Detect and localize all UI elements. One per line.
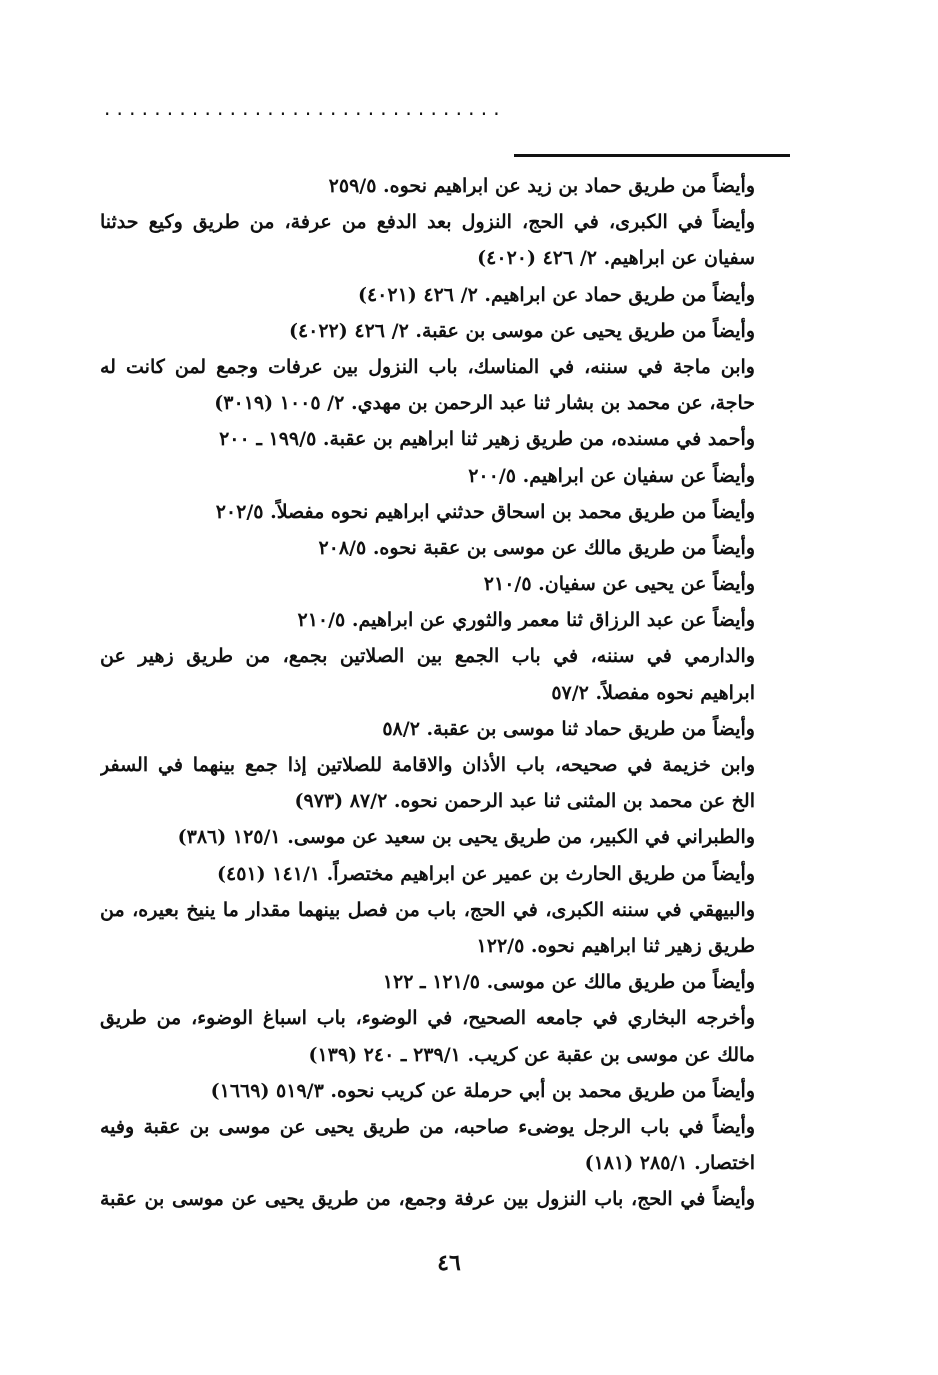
- text-line: وأيضاً عن عبد الرزاق ثنا معمر والثوري عن ابراهيم. ٢١٠/٥: [297, 609, 755, 632]
- text-line: ابراهيم نحوه مفصلاً. ٥٧/٢: [551, 681, 755, 704]
- text-line: حاجة، عن محمد بن بشار ثنا عبد الرحمن بن مهدي. ٢/ ١٠٠٥ (٣٠١٩): [214, 392, 755, 415]
- text-line: وأيضاً عن سفيان عن ابراهيم. ٢٠٠/٥: [468, 464, 755, 487]
- text-line: والبيهقي في سننه الكبرى، في الحج، باب من فصل بينهما مقدار ما ينيخ بعيره، من: [100, 898, 755, 921]
- text-line: وأيضاً من طريق محمد بن أبي حرملة عن كريب نحوه. ٥١٩/٣ (١٦٦٩): [210, 1079, 755, 1102]
- text-line: وأيضاً من طريق الحارث بن عمير عن ابراهيم مختصراً. ١٤١/١ (٤٥١): [217, 862, 755, 885]
- text-line: الخ عن محمد بن المثنى ثنا عبد الرحمن نحوه. ٨٧/٢ (٩٧٣): [294, 790, 755, 813]
- text-line: والدارمي في سننه، في باب الجمع بين الصلاتين بجمع، من طريق زهير عن: [100, 645, 755, 668]
- text-line: وأيضاً من طريق مالك عن موسى. ١٢١/٥ ـ ١٢٢: [382, 971, 755, 994]
- text-line: اختصار. ٢٨٥/١ (١٨١): [584, 1152, 755, 1175]
- page-number: ٤٦: [437, 1250, 461, 1276]
- text-line: وأيضاً من طريق حماد بن زيد عن ابراهيم نحوه. ٢٥٩/٥: [328, 175, 755, 197]
- text-line: طريق زهير ثنا ابراهيم نحوه. ١٢٢/٥: [476, 934, 755, 957]
- text-line: وابن ماجة في سننه، في المناسك، باب النزول بين عرفات وجمع لمن كانت له: [100, 355, 755, 378]
- text-line: وأخرجه البخاري في جامعه الصحيح، في الوضوء، باب اسباغ الوضوء، من طريق: [100, 1007, 755, 1030]
- dotted-separator: ................................: [104, 98, 506, 118]
- text-line: وأحمد في مسنده، من طريق زهير ثنا ابراهيم بن عقبة. ١٩٩/٥ ـ ٢٠٠: [219, 428, 755, 451]
- text-line: وأيضاً عن يحيى عن سفيان. ٢١٠/٥: [483, 573, 755, 596]
- text-line: وأيضاً في الكبرى، في الحج، النزول بعد الدفع من عرفة، من طريق وكيع حدثنا: [100, 211, 755, 234]
- text-line: وأيضاً من طريق محمد بن اسحاق حدثني ابراهيم نحوه مفصلاً. ٢٠٢/٥: [215, 500, 755, 523]
- text-line: وابن خزيمة في صحيحه، باب الأذان والاقامة للصلاتين إذا جمع بينهما في السفر: [100, 754, 755, 776]
- text-line: وأيضاً من طريق حماد عن ابراهيم. ٢/ ٤٢٦ (٤٠٢١): [357, 283, 755, 306]
- footnote-body: [100, 168, 755, 1217]
- text-line: سفيان عن ابراهيم. ٢/ ٤٢٦ (٤٠٢٠): [477, 247, 755, 270]
- text-line: وأيضاً من طريق مالك عن موسى بن عقبة نحوه. ٢٠٨/٥: [318, 536, 755, 559]
- text-line: وأيضاً من طريق يحيى عن موسى بن عقبة. ٢/ ٤٢٦ (٤٠٢٢): [288, 319, 755, 342]
- footnote-rule: [514, 154, 790, 157]
- text-line: والطبراني في الكبير، من طريق يحيى بن سعيد عن موسى. ١٢٥/١ (٣٨٦): [177, 826, 755, 849]
- text-line: وأيضاً في باب الرجل يوضىء صاحبه، من طريق يحيى عن موسى بن عقبة وفيه: [100, 1115, 755, 1138]
- text-line: وأيضاً من طريق حماد ثنا موسى بن عقبة. ٥٨/٢: [382, 717, 755, 740]
- text-line: وأيضاً في الحج، باب النزول بين عرفة وجمع، من طريق يحيى عن موسى بن عقبة: [100, 1188, 755, 1211]
- text-line: مالك عن موسى بن عقبة عن كريب. ٢٣٩/١ ـ ٢٤٠ (١٣٩): [308, 1043, 755, 1066]
